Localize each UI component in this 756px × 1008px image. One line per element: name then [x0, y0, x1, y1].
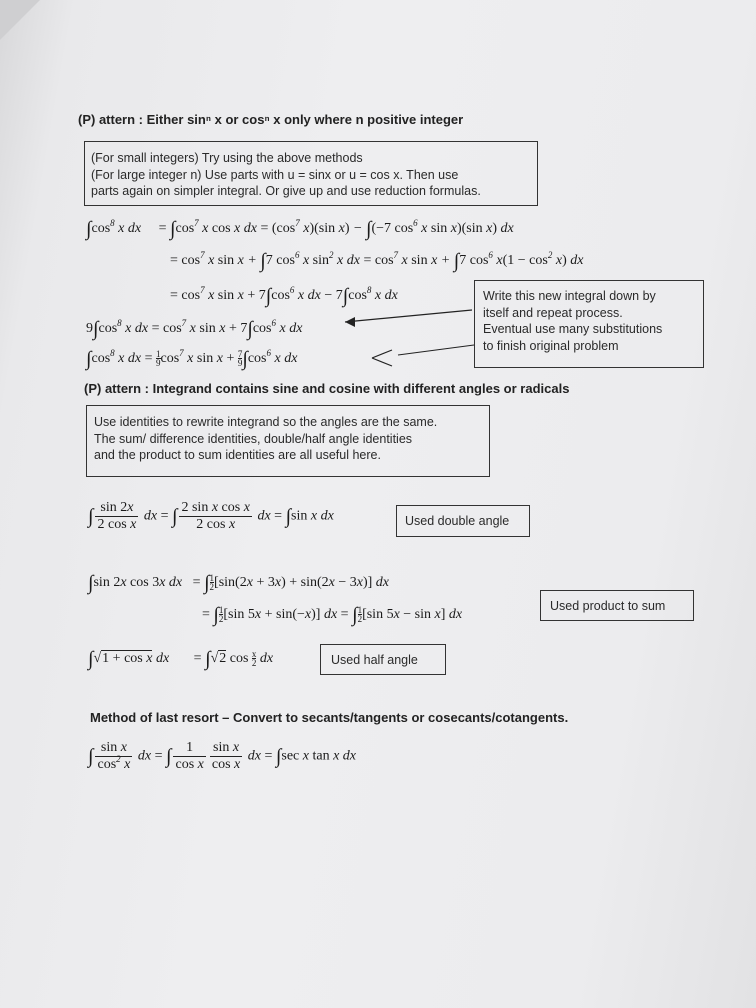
box-line: The sum/ difference identities, double/half angle identities [94, 431, 413, 446]
section1-heading: (P) attern : Either sinⁿ x or cosⁿ x only where n positive integer [78, 112, 464, 127]
label-double-angle: Used double angle [396, 505, 530, 537]
section2-heading: (P) attern : Integrand contains sine and cosine with different angles or radicals [84, 381, 570, 396]
note-line: to finish original problem [483, 338, 619, 353]
note-line: itself and repeat process. [483, 305, 623, 320]
label-half-angle: Used half angle [320, 644, 446, 675]
box-line: (For large integer n) Use parts with u = sinx or u = cos x. Then use [91, 167, 459, 182]
section3-heading: Method of last resort – Convert to secants/tangents or cosecants/cotangents. [90, 710, 569, 725]
cos8-parts-line2: = $\cos^7 x$ sin x + ∫7 $\cos^6 x$ $\sin^2 x$ dx = $\cos^7 x$ sin x + ∫7 $\cos^6 x(1 - \cos^2 x)$ dx [170, 250, 584, 272]
box-line: parts again on simpler integral. Or give up and use reduction formulas. [91, 184, 481, 198]
double-angle-equation: ∫ $\frac{\sin 2x}{\text{2 cos x}}$ dx = ∫ $\frac{\text{2 sin x cos x}}{\text{2 cos x}}$ dx = ∫sin x dx [88, 500, 334, 532]
half-angle-equation: ∫√1 + cos x dx = ∫√2 cos $\frac{x}{2}$ dx [88, 648, 274, 670]
product-to-sum-line1: ∫sin 2x cos 3x dx = ∫ $\frac{1}{2}$ [sin(2x + 3x) + sin(2x − 3x)] dx [88, 572, 390, 594]
box-line: (For small integers) Try using the above methods [91, 151, 363, 165]
label-product-to-sum: Used product to sum [540, 590, 694, 621]
box-line: Use identities to rewrite integrand so the angles are the same. [94, 415, 438, 429]
note-line: Eventual use many substitutions [483, 322, 663, 336]
box-line: and the product to sum identities are all useful here. [94, 448, 381, 462]
cos8-parts-line4: $9\int\cos^8$ x dx = $\cos^7 x$ $\sin x + 7\int\cos^6$ x dx [86, 318, 303, 340]
cos8-parts-line3: = $\cos^7 x$ $\sin x + 7\int\cos^6$ x dx − $7\int\cos^8$ x dx [170, 285, 398, 307]
note-line: Write this new integral down by [483, 289, 656, 303]
product-to-sum-line2: = ∫ $\frac{1}{2}$ [sin 5x + sin(−x)] dx = ∫ $\frac{1}{2}$ [sin 5x − sin x] dx [202, 604, 463, 626]
cos8-parts-line1: $\int\cos^8$ x dx = $\int\cos^7$ x cos x dx = ($\cos^7$ x)(sin x) − ∫(−7 $\cos^6 x$ sin x)(sin x) dx [86, 218, 514, 240]
last-resort-equation: ∫ $\frac{\text{sin x}}{\cos^2 x}$ dx = ∫ $\frac{1}{\text{cos x}}$ $\frac{\text{sin x}}{\text{cos x}}$ dx = ∫sec x tan x dx [88, 740, 357, 772]
cos8-parts-line5: $\int\cos^8$ x dx = $\frac{1}{9}$ $\cos^7 x$ sin x + $\frac{7}{9}$ $\int\cos^6$ x dx [86, 348, 298, 370]
section2-identities-box [86, 405, 490, 477]
